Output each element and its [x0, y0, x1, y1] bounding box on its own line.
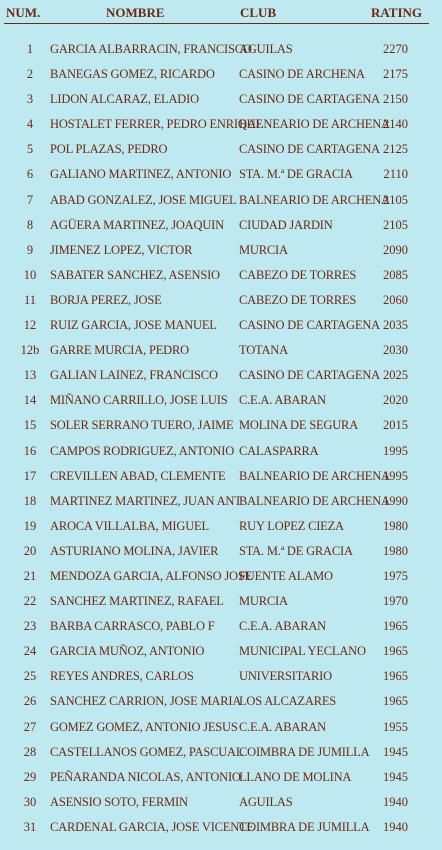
row-num: 21: [23, 568, 37, 583]
row-rating: 2125: [383, 142, 408, 157]
table-row: [0, 264, 442, 289]
table-row: [0, 515, 442, 540]
row-name: BANEGAS GOMEZ, RICARDO: [50, 67, 215, 82]
row-num: 17: [23, 468, 37, 483]
column-header-rating: RATING: [371, 5, 423, 20]
row-rating: 1990: [383, 493, 408, 508]
table-row: [0, 640, 442, 665]
table-row: [0, 138, 442, 163]
row-num: 6: [26, 167, 34, 182]
table-row: [0, 314, 442, 339]
table-row: [0, 791, 442, 816]
column-header-name: NOMBRE: [106, 5, 165, 20]
row-num: 25: [23, 669, 37, 684]
row-num: 9: [26, 242, 34, 257]
row-rating: 1940: [383, 819, 408, 834]
row-name: JIMENEZ LOPEZ, VICTOR: [50, 242, 193, 257]
row-rating: 1940: [383, 794, 408, 809]
row-num: 26: [23, 694, 37, 709]
table-row: [0, 590, 442, 615]
ranking-table: [0, 38, 442, 841]
table-row: [0, 440, 442, 465]
row-name: MARTINEZ MARTINEZ, JUAN ANT: [50, 493, 242, 508]
row-name: AROCA VILLALBA, MIGUEL: [50, 518, 209, 533]
row-club: COIMBRA DE JUMILLA: [239, 819, 370, 834]
row-rating: 1965: [383, 694, 408, 709]
row-name: RUIZ GARCIA, JOSE MANUEL: [50, 318, 217, 333]
row-club: TOTANA: [239, 343, 288, 358]
row-club: UNIVERSITARIO: [239, 669, 332, 684]
table-row: [0, 465, 442, 490]
row-rating: 2270: [383, 42, 408, 56]
table-row: [0, 214, 442, 239]
row-name: GOMEZ GOMEZ, ANTONIO JESUS: [50, 719, 238, 734]
row-name: HOSTALET FERRER, PEDRO ENRIQUE: [50, 117, 263, 132]
table-row: [0, 113, 442, 138]
row-club: LLANO DE MOLINA: [239, 769, 352, 784]
row-name: CASTELLANOS GOMEZ, PASCUAL: [50, 744, 244, 759]
row-club: CASINO DE CARTAGENA: [239, 318, 380, 333]
row-num: 23: [23, 619, 37, 634]
row-rating: 2140: [383, 117, 408, 132]
row-rating: 1955: [383, 719, 408, 734]
table-header: [0, 0, 442, 24]
row-num: 20: [23, 543, 37, 558]
row-club: FUENTE ALAMO: [239, 568, 333, 583]
row-num: 3: [26, 92, 34, 107]
table-row: [0, 289, 442, 314]
row-num: 18: [23, 493, 37, 508]
row-rating: 2025: [383, 368, 408, 383]
table-row: [0, 615, 442, 640]
row-name: SOLER SERRANO TUERO, JAIME: [50, 418, 234, 433]
row-club: AGUILAS: [239, 794, 293, 809]
row-rating: 2110: [383, 167, 408, 182]
row-club: BALNEARIO DE ARCHENA: [239, 493, 390, 508]
row-club: MURCIA: [239, 242, 288, 257]
row-club: CABEZO DE TORRES: [239, 292, 357, 307]
row-name: AGÜERA MARTINEZ, JOAQUIN: [50, 217, 224, 232]
table-row: [0, 239, 442, 264]
row-num: 31: [23, 819, 37, 834]
row-num: 8: [26, 217, 34, 232]
row-rating: 2105: [383, 217, 408, 232]
row-name: GARRE MURCIA, PEDRO: [50, 343, 189, 358]
row-rating: 1965: [383, 644, 408, 659]
row-num: 4: [26, 117, 34, 132]
row-rating: 2105: [383, 192, 408, 207]
column-header-club: CLUB: [240, 5, 277, 20]
row-rating: 1965: [383, 669, 408, 684]
row-club: CASINO DE CARTAGENA: [239, 368, 380, 383]
row-club: CASINO DE CARTAGENA: [239, 142, 380, 157]
row-club: STA. M.ª DE GRACIA: [239, 543, 353, 558]
row-num: 27: [23, 719, 37, 734]
row-rating: 1995: [383, 468, 408, 483]
row-club: C.E.A. ABARAN: [239, 619, 326, 634]
table-row: [0, 716, 442, 741]
table-row: [0, 189, 442, 214]
row-rating: 2090: [383, 242, 408, 257]
row-name: SANCHEZ CARRION, JOSE MARIA: [50, 694, 242, 709]
row-name: SABATER SANCHEZ, ASENSIO: [50, 267, 220, 282]
row-name: LIDON ALCARAZ, ELADIO: [50, 92, 199, 107]
row-num: 16: [23, 443, 37, 458]
row-name: MENDOZA GARCIA, ALFONSO JOSE: [50, 568, 253, 583]
row-rating: 1980: [383, 518, 408, 533]
row-name: GALIAN LAINEZ, FRANCISCO: [50, 368, 218, 383]
row-name: PEÑARANDA NICOLAS, ANTONIO: [50, 769, 241, 784]
row-name: POL PLAZAS, PEDRO: [50, 142, 168, 157]
row-club: RUY LOPEZ CIEZA: [239, 518, 344, 533]
table-row: [0, 766, 442, 791]
table-row: [0, 88, 442, 113]
row-num: 1: [26, 42, 34, 56]
row-num: 12: [23, 318, 37, 333]
row-club: MURCIA: [239, 594, 288, 609]
row-num: 7: [26, 192, 34, 207]
row-name: MIÑANO CARRILLO, JOSE LUIS: [50, 393, 228, 408]
row-num: 30: [23, 794, 37, 809]
row-club: LOS ALCAZARES: [239, 694, 337, 709]
row-num: 11: [23, 292, 37, 307]
row-rating: 2020: [383, 393, 408, 408]
row-name: SANCHEZ MARTINEZ, RAFAEL: [50, 594, 224, 609]
table-row: [0, 540, 442, 565]
row-club: BALNEARIO DE ARCHENA: [239, 468, 390, 483]
row-club: CIUDAD JARDIN: [239, 217, 333, 232]
row-num: 13: [23, 368, 37, 383]
row-rating: 1980: [383, 543, 408, 558]
table-row: [0, 364, 442, 389]
row-name: CARDENAL GARCIA, JOSE VICENTE: [50, 819, 254, 834]
row-club: CASINO DE CARTAGENA: [239, 92, 380, 107]
row-num: 5: [26, 142, 34, 157]
row-rating: 1945: [383, 769, 408, 784]
row-name: GARCIA MUÑOZ, ANTONIO: [50, 644, 205, 659]
row-club: AGUILAS: [239, 42, 293, 56]
row-rating: 2085: [383, 267, 408, 282]
table-row: [0, 389, 442, 414]
row-club: MOLINA DE SEGURA: [239, 418, 359, 433]
row-club: BALNEARIO DE ARCHENA: [239, 192, 390, 207]
row-num: 12b: [20, 343, 40, 358]
table-row: [0, 38, 442, 63]
row-name: BORJA PEREZ, JOSE: [50, 292, 162, 307]
table-row: [0, 339, 442, 364]
row-name: REYES ANDRES, CARLOS: [50, 669, 194, 684]
row-club: COIMBRA DE JUMILLA: [239, 744, 370, 759]
row-rating: 1945: [383, 744, 408, 759]
column-header-num: NUM.: [6, 5, 41, 20]
row-rating: 2035: [383, 318, 408, 333]
table-row: [0, 665, 442, 690]
table-row: [0, 816, 442, 841]
row-name: BARBA CARRASCO, PABLO F: [50, 619, 215, 634]
row-club: CABEZO DE TORRES: [239, 267, 357, 282]
row-club: C.E.A. ABARAN: [239, 393, 326, 408]
table-row: [0, 63, 442, 88]
row-rating: 2175: [383, 67, 408, 82]
row-num: 24: [23, 644, 37, 659]
row-rating: 1995: [383, 443, 408, 458]
row-rating: 2015: [383, 418, 408, 433]
table-row: [0, 163, 442, 188]
row-num: 19: [23, 518, 37, 533]
row-club: BALNEARIO DE ARCHENA: [239, 117, 390, 132]
row-num: 28: [23, 744, 37, 759]
row-num: 14: [23, 393, 37, 408]
row-name: CREVILLEN ABAD, CLEMENTE: [50, 468, 226, 483]
row-num: 2: [26, 67, 34, 82]
row-name: ABAD GONZALEZ, JOSE MIGUEL: [50, 192, 237, 207]
row-name: GARCIA ALBARRACIN, FRANCISCO: [50, 42, 252, 56]
header-divider: [4, 23, 429, 24]
table-row: [0, 741, 442, 766]
row-rating: 1975: [383, 568, 408, 583]
row-name: ASTURIANO MOLINA, JAVIER: [50, 543, 219, 558]
table-row: [0, 414, 442, 439]
row-rating: 2150: [383, 92, 408, 107]
row-club: C.E.A. ABARAN: [239, 719, 326, 734]
row-club: CASINO DE ARCHENA: [239, 67, 365, 82]
table-row: [0, 565, 442, 590]
table-row: [0, 490, 442, 515]
row-rating: 1965: [383, 619, 408, 634]
row-club: CALASPARRA: [239, 443, 319, 458]
row-rating: 2030: [383, 343, 408, 358]
row-num: 29: [23, 769, 37, 784]
row-name: GALIANO MARTINEZ, ANTONIO: [50, 167, 232, 182]
row-name: CAMPOS RODRIGUEZ, ANTONIO: [50, 443, 235, 458]
row-num: 22: [23, 594, 37, 609]
row-num: 10: [23, 267, 37, 282]
table-row: [0, 690, 442, 715]
row-club: STA. M.ª DE GRACIA: [239, 167, 353, 182]
row-rating: 2060: [383, 292, 408, 307]
row-num: 15: [23, 418, 37, 433]
row-name: ASENSIO SOTO, FERMIN: [50, 794, 188, 809]
row-club: MUNICIPAL YECLANO: [239, 644, 366, 659]
row-rating: 1970: [383, 594, 408, 609]
